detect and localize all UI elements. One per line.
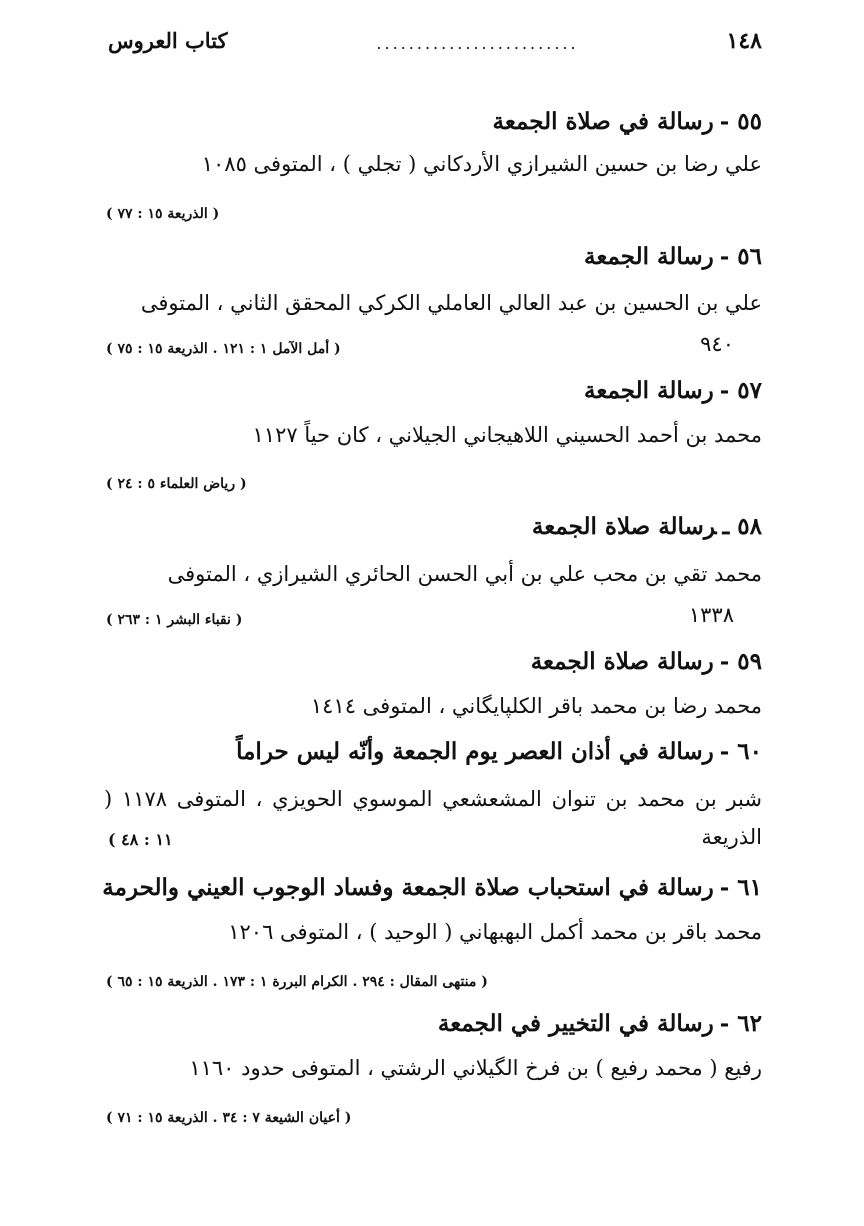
entry-title: ٦١ -رسالة في استحباب صلاة الجمعة وفساد الوجوب العيني والحرمة <box>102 874 762 901</box>
entry-reference: ( أعيان الشيعة ٧ : ٣٤ . الذريعة ١٥ : ٧١ ) <box>106 1110 352 1126</box>
entry-title: ٥٧ -رسالة الجمعة <box>584 377 762 404</box>
entry-body: محمد بن أحمد الحسيني اللاهيجاني الجيلاني ، كان حياً ١١٢٧ <box>252 423 762 447</box>
entry-title: ٦٠ -رسالة في أذان العصر يوم الجمعة وأنّه ليس حراماً <box>236 738 762 765</box>
entry-reference: ( منتهى المقال : ٢٩٤ . الكرام البررة ١ : ١٧٣ . الذريعة ١٥ : ٦٥ ) <box>106 974 488 990</box>
entry-title: ٥٦ -رسالة الجمعة <box>584 243 762 270</box>
running-title: كتاب العروس <box>108 28 228 53</box>
entry-body: رفيع ( محمد رفيع ) بن فرخ الگيلاني الرشتي ، المتوفى حدود ١١٦٠ <box>189 1056 762 1080</box>
entry-body: محمد باقر بن محمد أكمل البهبهاني ( الوحيد ) ، المتوفى ١٢٠٦ <box>228 920 762 944</box>
entry-reference: ( رياض العلماء ٥ : ٢٤ ) <box>106 476 247 492</box>
entry-body-continuation: ٩٤٠ <box>700 332 734 356</box>
entry-title: ٦٢ -رسالة في التخيير في الجمعة <box>437 1010 762 1037</box>
header-dots: ......................... <box>376 34 579 53</box>
entry-title: ٥٩ -رسالة صلاة الجمعة <box>530 648 762 675</box>
entry-reference: ( الذريعة ١٥ : ٧٧ ) <box>106 206 220 222</box>
entry-body: شبر بن محمد بن تنوان المشعشعي الموسوي الحويزي ، المتوفى ١١٧٨ ( الذريعة <box>104 787 762 849</box>
page-number: ١٤٨ <box>726 28 762 54</box>
entry-reference: ( نقباء البشر ١ : ٢٦٣ ) <box>106 612 243 628</box>
entry-body: محمد تقي بن محب علي بن أبي الحسن الحائري الشيرازي ، المتوفى <box>167 562 762 586</box>
page-header <box>108 28 762 68</box>
entry-title: ٥٥ -رسالة في صلاة الجمعة <box>492 108 762 135</box>
entry-body: محمد رضا بن محمد باقر الكلپايگاني ، المتوفى ١٤١٤ <box>310 694 762 718</box>
entry-body-continuation: ١٣٣٨ <box>688 603 734 627</box>
entry-title: ٥٨ ـرسالة صلاة الجمعة <box>531 513 762 540</box>
entry-body-continuation: ١١ : ٤٨ ) <box>108 830 173 849</box>
entry-reference: ( أمل الآمل ١ : ١٢١ . الذريعة ١٥ : ٧٥ ) <box>106 341 341 357</box>
entry-body: علي بن الحسين بن عبد العالي العاملي الكركي المحقق الثاني ، المتوفى <box>140 291 762 315</box>
entry-body: علي رضا بن حسين الشيرازي الأردكاني ( تجلي ) ، المتوفى ١٠٨٥ <box>201 152 762 176</box>
